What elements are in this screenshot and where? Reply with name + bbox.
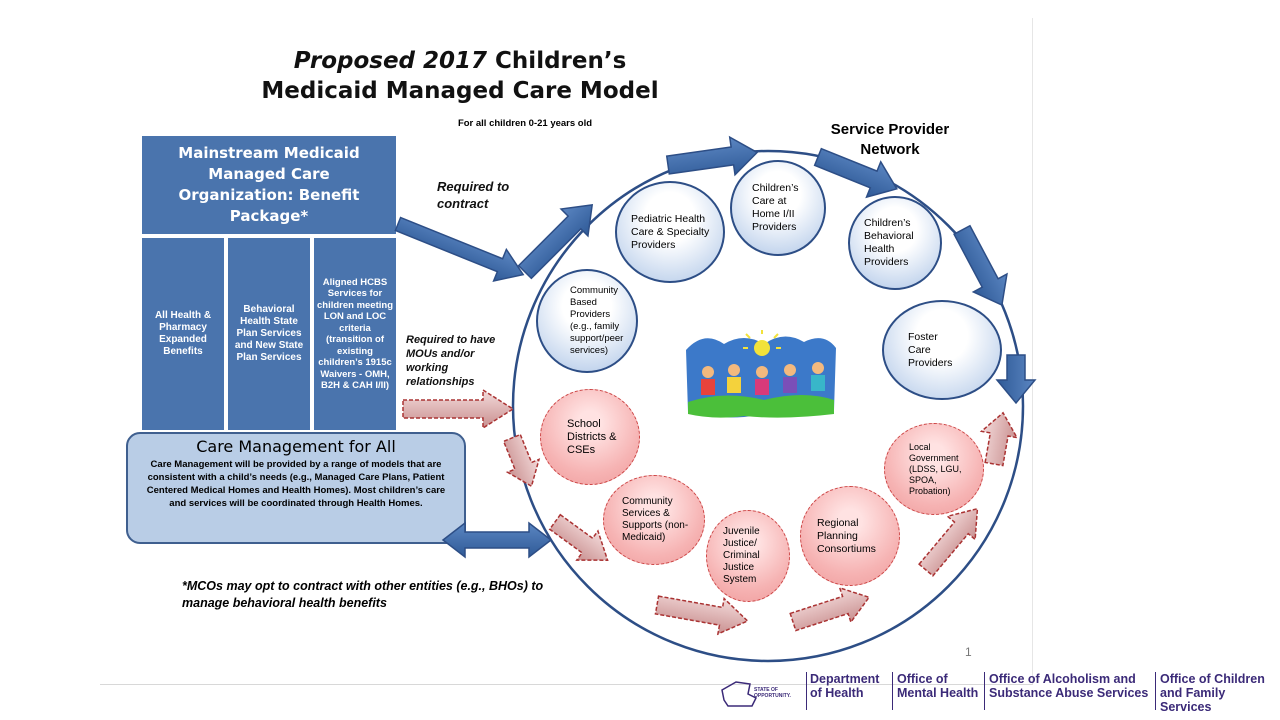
state-tagline: STATE OF OPPORTUNITY. (754, 687, 791, 699)
node-label: Children’s Behavioral Health Providers (864, 217, 914, 268)
node-label: Children’s Care at Home I/II Providers (752, 182, 799, 233)
mco-box-title: Mainstream Medicaid Managed Care Organization: Benefit Package* (178, 144, 360, 225)
footnote: *MCOs may opt to contract with other entities (e.g., BHOs) to manage behavioral health benefits (182, 579, 544, 610)
agency-omh (897, 672, 985, 712)
required-contract-label: Required to contract (437, 179, 510, 211)
page-number: 1 (965, 645, 972, 659)
required-mous-label: Required to have MOUs and/or working relationships (406, 334, 496, 388)
agency-oasas (989, 672, 1155, 712)
page-subtitle: For all children 0-21 years old (457, 118, 593, 129)
mco-column-label: Behavioral Health State Plan Services and New State Plan Services (234, 304, 304, 363)
title-italic-part: Proposed 2017 (293, 48, 488, 74)
care-management-title: Care Management for All (196, 437, 396, 456)
mco-column-label: All Health & Pharmacy Expanded Benefits (154, 310, 212, 357)
node-label: Pediatric Health Care & Specialty Providers (631, 212, 710, 251)
agency-label: Office of Mental Health (897, 672, 979, 700)
node-label: Foster Care Providers (908, 330, 953, 369)
mco-column-label: Aligned HCBS Services for children meeting LON and LOC criteria (transition of existing children’s 1915c Waivers - OMH, B2H & CAH I/II) (316, 276, 393, 391)
agency-doh (810, 672, 888, 712)
title-line1: Children’s (487, 48, 627, 74)
care-management-text: Care Management will be provided by a range of models that are consistent with a child’s needs (e.g., Managed Care Plans, Patient Centered Medical Homes and Health Homes). Most children’s care and services will be coordinated through Health Homes. (146, 459, 446, 509)
title-line2: Medicaid Managed Care Model (261, 78, 659, 104)
agency-label: Department of Health (810, 672, 880, 700)
node-label: Regional Planning Consortiums (817, 516, 876, 555)
agency-label: Office of Alcoholism and Substance Abuse Services (989, 672, 1149, 700)
network-title: Service Provider Network (830, 121, 950, 158)
agency-label: Office of Children and Family Services (1160, 672, 1265, 714)
agency-ocfs (1160, 672, 1278, 712)
node-label: Community Based Providers (e.g., family support/peer services) (570, 285, 624, 356)
node-label: School Districts & CSEs (567, 417, 617, 456)
node-label: Local Government (LDSS, LGU, SPOA, Probation) (909, 441, 962, 496)
node-label: Community Services & Supports (non-Medicaid) (622, 496, 689, 543)
node-label: Juvenile Justice/ Criminal Justice System (723, 526, 760, 585)
